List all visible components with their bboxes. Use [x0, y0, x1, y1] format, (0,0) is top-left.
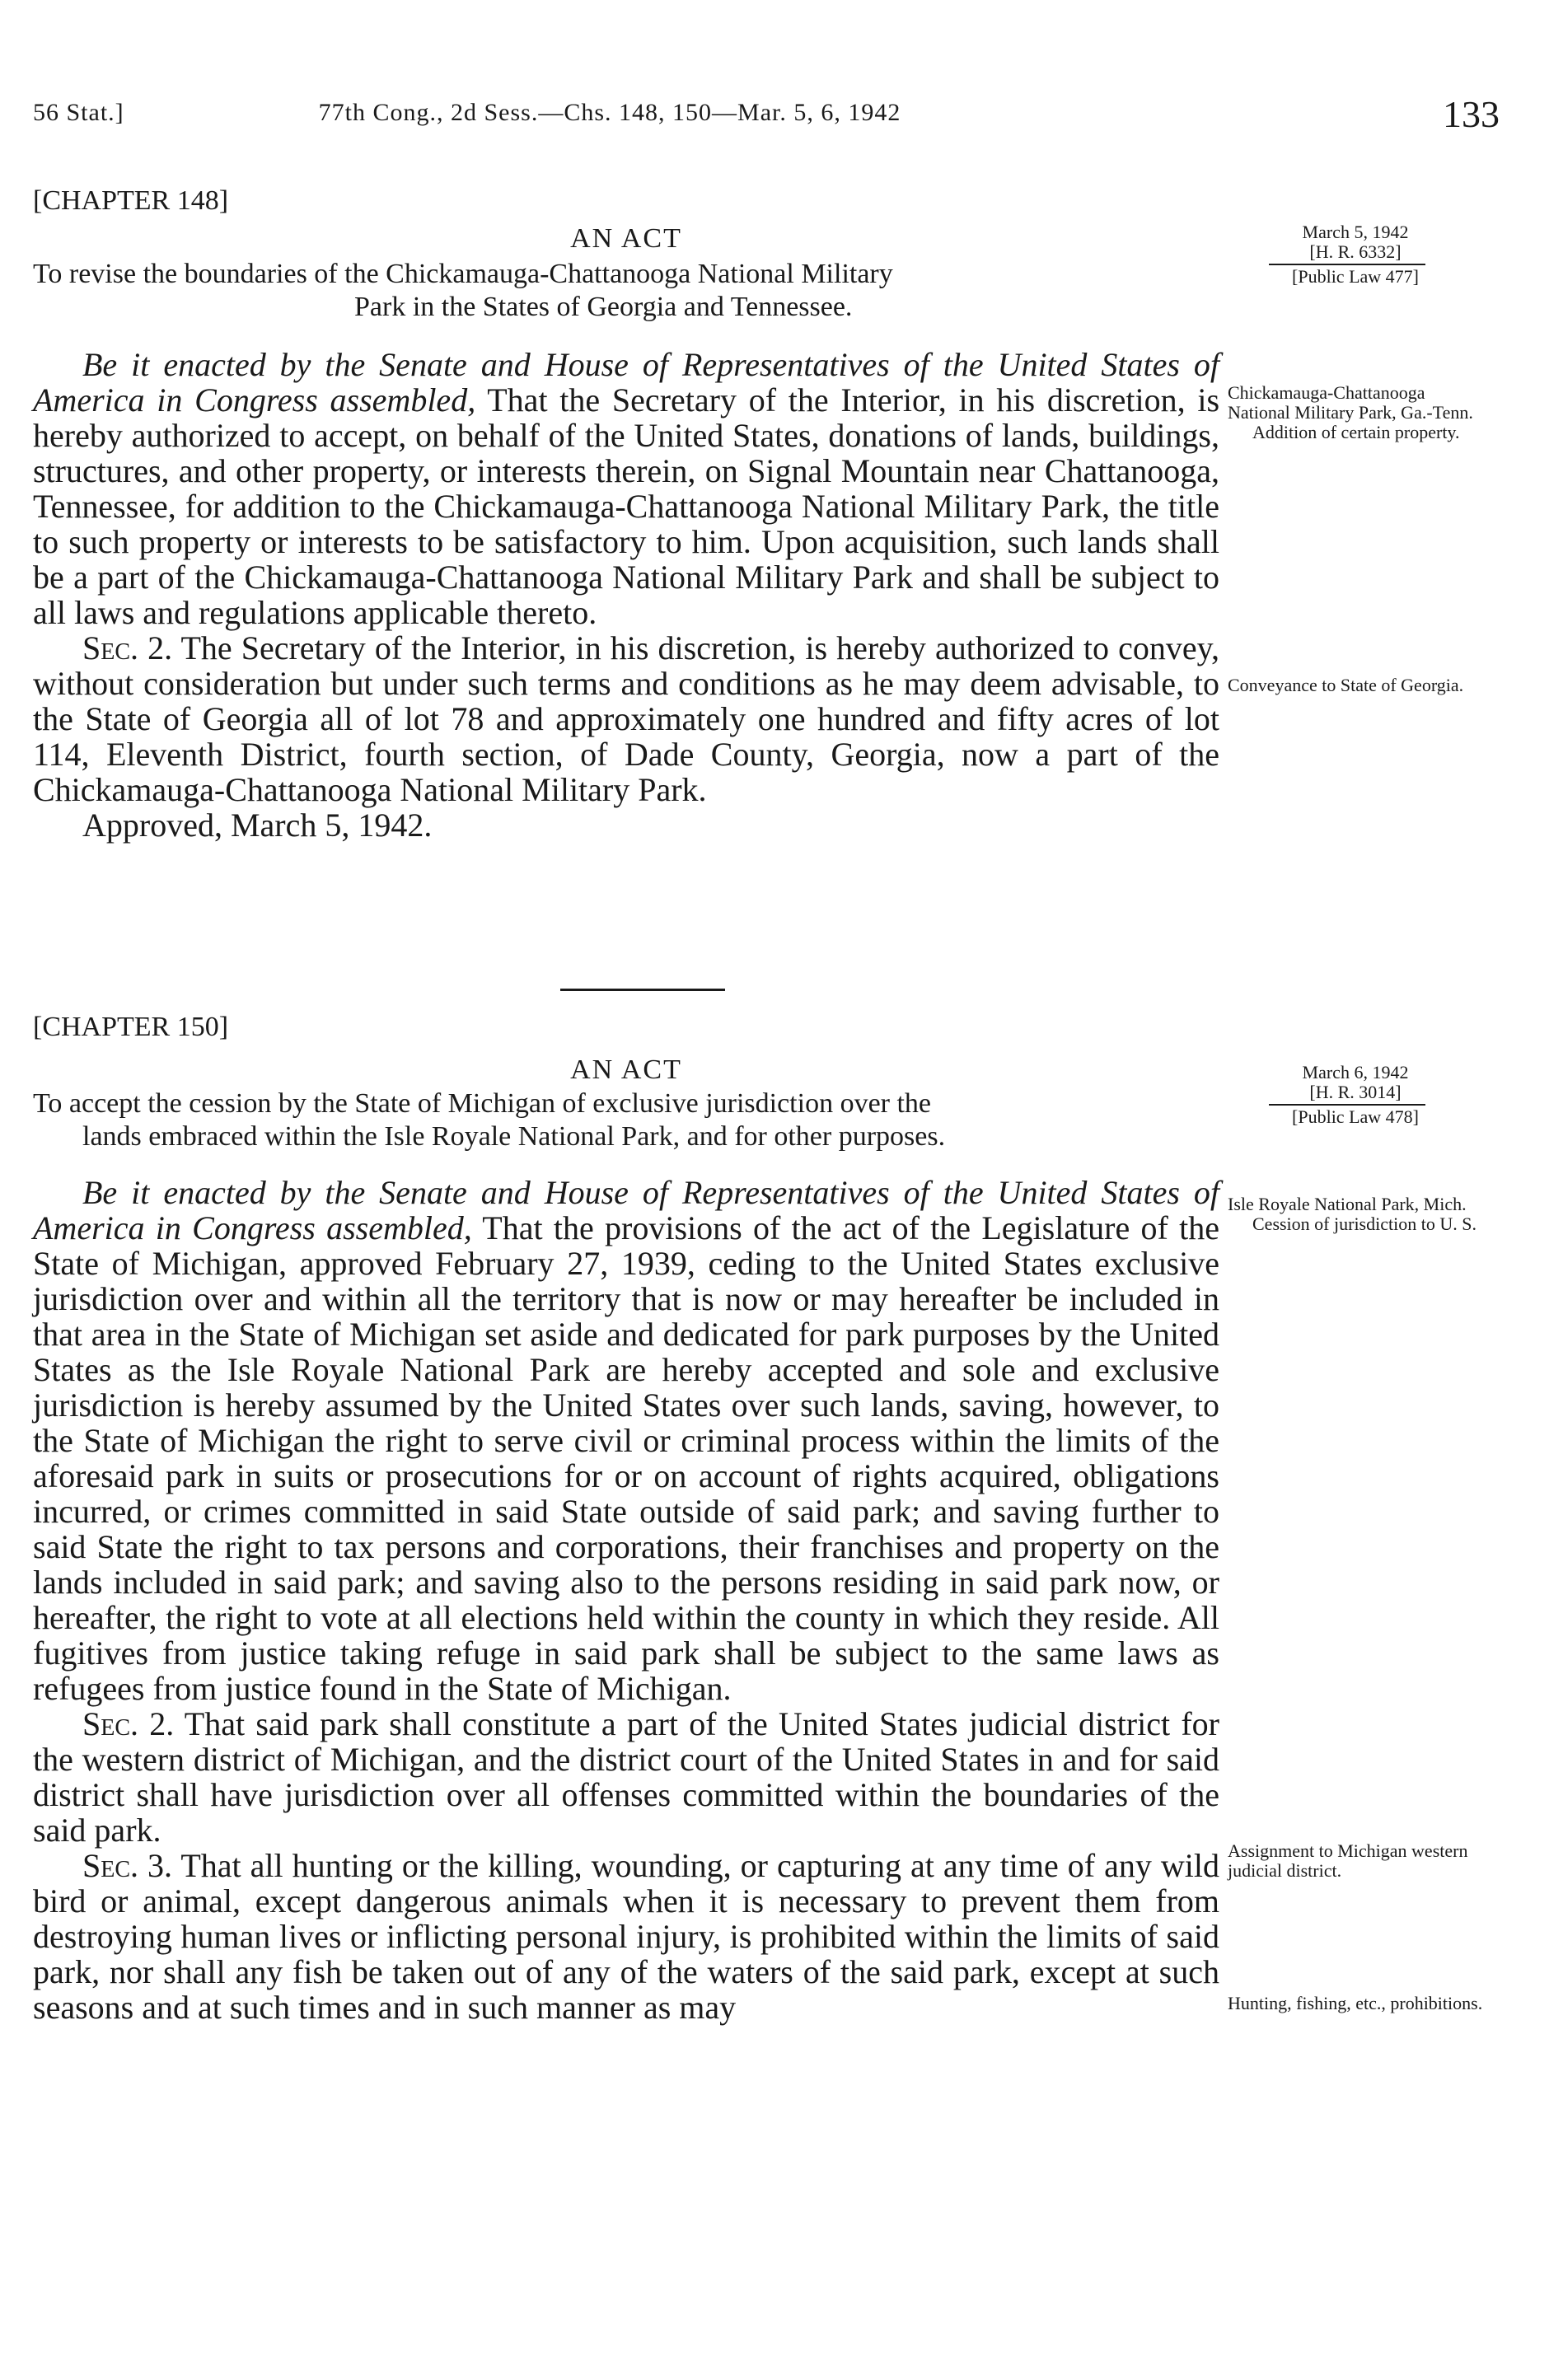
chapter-148-margin-note-3	[1228, 676, 1483, 695]
chapter-150-label: [CHAPTER 150]	[33, 1012, 229, 1042]
statute-volume: 56 Stat.]	[33, 99, 124, 126]
running-header	[33, 93, 1500, 148]
chapter-150-margin-citation: March 6, 1942 [H. R. 3014] [Public Law 478]	[1228, 1063, 1483, 1127]
chapter-148-body	[33, 347, 1219, 843]
chapter-150-body	[33, 1175, 1219, 2025]
chapter-148-label: [CHAPTER 148]	[33, 185, 229, 216]
chapter-150-section-2: Sec. 2. That said park shall constitute a part of the United States judicial district for the western district of Michigan, and the district court of the United States in and for said district shall have jurisdiction over all offenses committed within the boundaries of the said park.	[33, 1705, 1219, 1849]
section-label: Sec. 3.	[82, 1847, 173, 1884]
chapter-150-section-3: Sec. 3. That all hunting or the killing, wounding, or capturing at any time of any wild bird or animal, except dangerous animals when it is necessary to prevent them from destroying human lives or inflicting personal injury, is prohibited within the limits of said park, nor shall any fish be taken out of any of the waters of the said park, except at such seasons and at such times and in such manner as may	[33, 1847, 1219, 2026]
chapter-divider	[560, 989, 725, 991]
chapter-148	[33, 185, 1219, 843]
margin-note: Assignment to Michigan western judicial district.	[1228, 1840, 1468, 1881]
margin-note: Conveyance to State of Georgia.	[1228, 675, 1464, 695]
chapter-150-section-1: Be it enacted by the Senate and House of Representatives of the United States of America in Congress assembled, That the provisions of the act of the Legislature of the State of Michigan, approved February 27, 1939, ceding to the United States exclusive jurisdiction over and within all the territory that is now or may hereafter be included in that area in the State of Michigan set aside and dedicated for park purposes by the United States as the Isle Royale National Park are hereby accepted and sole and exclusive jurisdiction is hereby assumed by the United States over such lands, saving, however, to the State of Michigan the right to serve civil or criminal process within the limits of the aforesaid park in suits or prosecutions for or on account of rights acquired, obligations incurred, or crimes committed in said State outside of said park; and saving further to said State the right to tax persons and corporations, their franchises and property on the lands included in said park; and saving also to the persons residing in said park now, or hereafter, the right to vote at all elections held within the county in which they reside. All fugitives from justice taking refuge in said park shall be subject to the same laws as refugees from justice found in the State of Michigan.	[33, 1174, 1219, 1707]
chapter-150-margin-note-4	[1228, 1994, 1483, 2013]
session-chapters: 77th Cong., 2d Sess.—Chs. 148, 150—Mar. 5, 6, 1942	[318, 99, 901, 126]
chapter-148-section-1: Be it enacted by the Senate and House of Representatives of the United States of America in Congress assembled, That the Secretary of the Interior, in his discretion, is hereby authorized to accept, on behalf of the United States, donations of lands, buildings, structures, and other property, or interests therein, on Signal Mountain near Chattanooga, Tennessee, for addition to the Chickamauga-Chattanooga National Military Park, the title to such property or interests to be satisfactory to him. Upon acquisition, such lands shall be a part of the Chickamauga-Chattanooga National Military Park and shall be subject to all laws and regulations applicable thereto.	[33, 346, 1220, 631]
chapter-150-margin-notes	[1228, 1195, 1483, 1234]
approval-date: Approved, March 5, 1942.	[82, 807, 433, 844]
margin-rule	[1269, 264, 1425, 265]
chapter-148-heading: AN ACT	[570, 223, 682, 254]
section-label: Sec. 2.	[82, 629, 173, 666]
enacting-clause: Be it enacted by the Senate and House of Representatives of the United States of America in Congress assembled,	[33, 1174, 1219, 1246]
chapter-148-section-2: Sec. 2. The Secretary of the Interior, in his discretion, is hereby authorized to convey, without consideration but under such terms and conditions as he may deem advisable, to the State of Georgia all of lot 78 and approximately one hundred and fifty acres of lot 114, Eleventh District, fourth section, of Dade County, Georgia, now a part of the Chickamauga-Chattanooga National Military Park.	[33, 629, 1219, 808]
margin-note: Isle Royale National Park, Mich.	[1228, 1194, 1467, 1214]
margin-note: Addition of certain property.	[1252, 422, 1460, 442]
chapter-148-margin-notes	[1228, 383, 1483, 442]
chapter-150	[33, 1012, 1219, 2025]
chapter-148-title: To revise the boundaries of the Chickamauga-Chattanooga National Military Park in the States of Georgia and Tennessee.	[33, 259, 893, 322]
chapter-150-margin-note-3	[1228, 1841, 1483, 1881]
margin-note: Chickamauga-Chattanooga National Military Park, Ga.-Tenn.	[1228, 382, 1473, 423]
chapter-148-margin-citation: March 5, 1942 [H. R. 6332] [Public Law 477]	[1228, 222, 1483, 287]
margin-note: Cession of jurisdiction to U. S.	[1252, 1213, 1476, 1234]
enacting-clause: Be it enacted by the Senate and House of Representatives of the United States of America in Congress assembled,	[33, 346, 1219, 418]
margin-rule	[1269, 1104, 1425, 1106]
page-number: 133	[1443, 93, 1500, 135]
chapter-150-title: To accept the cession by the State of Michigan of exclusive jurisdiction over the lands embraced within the Isle Royale National Park, and for other purposes.	[33, 1088, 946, 1152]
chapter-150-heading: AN ACT	[570, 1054, 682, 1085]
section-label: Sec. 2.	[82, 1705, 175, 1742]
margin-note: Hunting, fishing, etc., prohibitions.	[1228, 1993, 1483, 2013]
